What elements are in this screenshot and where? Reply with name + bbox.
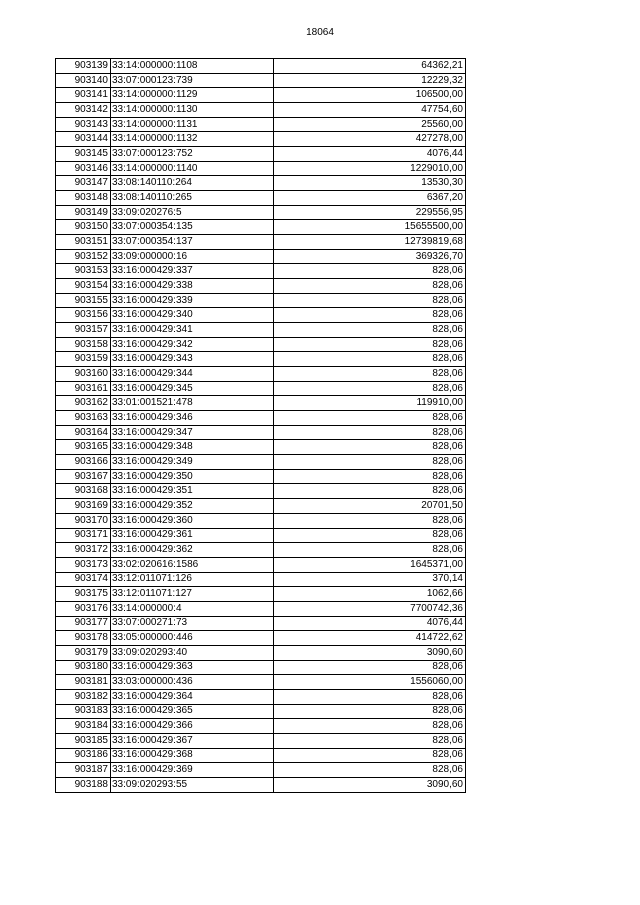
cadastral-number-cell: 33:16:000429:341 [111,323,274,338]
cadastral-number-cell: 33:08:140110:264 [111,176,274,191]
cadastral-number-cell: 33:16:000429:367 [111,733,274,748]
value-cell: 828,06 [274,337,466,352]
cadastral-number-cell: 33:16:000429:345 [111,381,274,396]
value-cell: 828,06 [274,308,466,323]
value-cell: 828,06 [274,543,466,558]
cadastral-number-cell: 33:03:000000:436 [111,675,274,690]
cadastral-number-cell: 33:16:000429:361 [111,528,274,543]
value-cell: 828,06 [274,689,466,704]
table-row [56,543,466,558]
table-row [56,763,466,778]
cadastral-number-cell: 33:16:000429:349 [111,455,274,470]
value-cell: 25560,00 [274,117,466,132]
value-cell: 828,06 [274,748,466,763]
cadastral-number-cell: 33:16:000429:366 [111,719,274,734]
table-row [56,719,466,734]
row-number-cell: 903182 [56,689,111,704]
value-cell: 15655500,00 [274,220,466,235]
row-number-cell: 903148 [56,191,111,206]
row-number-cell: 903146 [56,161,111,176]
table-row [56,132,466,147]
page-number: 18064 [306,27,334,38]
table-row [56,103,466,118]
row-number-cell: 903180 [56,660,111,675]
value-cell: 4076,44 [274,147,466,162]
cadastral-number-cell: 33:09:020293:55 [111,777,274,792]
value-cell: 828,06 [274,440,466,455]
row-number-cell: 903170 [56,513,111,528]
table-row [56,249,466,264]
value-cell: 13530,30 [274,176,466,191]
value-cell: 3090,60 [274,645,466,660]
cadastral-number-cell: 33:16:000429:340 [111,308,274,323]
cadastral-number-cell: 33:16:000429:352 [111,499,274,514]
cadastral-number-cell: 33:16:000429:339 [111,293,274,308]
cadastral-number-cell: 33:07:000354:135 [111,220,274,235]
row-number-cell: 903176 [56,601,111,616]
table-row [56,689,466,704]
table-row [56,513,466,528]
value-cell: 828,06 [274,323,466,338]
value-cell: 7700742,36 [274,601,466,616]
row-number-cell: 903147 [56,176,111,191]
row-number-cell: 903143 [56,117,111,132]
value-cell: 828,06 [274,704,466,719]
value-cell: 427278,00 [274,132,466,147]
value-cell: 828,06 [274,352,466,367]
value-cell: 828,06 [274,719,466,734]
table-row [56,117,466,132]
table-row [56,645,466,660]
value-cell: 828,06 [274,469,466,484]
table-row [56,279,466,294]
cadastral-number-cell: 33:09:000000:16 [111,249,274,264]
row-number-cell: 903149 [56,205,111,220]
cadastral-number-cell: 33:12:011071:127 [111,587,274,602]
value-cell: 414722,62 [274,631,466,646]
value-cell: 828,06 [274,367,466,382]
table-row [56,601,466,616]
table-row [56,557,466,572]
table-row [56,484,466,499]
value-cell: 828,06 [274,264,466,279]
table-row [56,660,466,675]
cadastral-number-cell: 33:16:000429:346 [111,411,274,426]
value-cell: 119910,00 [274,396,466,411]
table-row [56,73,466,88]
value-cell: 369326,70 [274,249,466,264]
cadastral-number-cell: 33:12:011071:126 [111,572,274,587]
cadastral-number-cell: 33:14:000000:1129 [111,88,274,103]
row-number-cell: 903158 [56,337,111,352]
value-cell: 12229,32 [274,73,466,88]
value-cell: 6367,20 [274,191,466,206]
row-number-cell: 903157 [56,323,111,338]
row-number-cell: 903142 [56,103,111,118]
cadastral-number-cell: 33:16:000429:344 [111,367,274,382]
value-cell: 1229010,00 [274,161,466,176]
row-number-cell: 903159 [56,352,111,367]
value-cell: 1645371,00 [274,557,466,572]
cadastral-number-cell: 33:14:000000:1130 [111,103,274,118]
cadastral-number-cell: 33:16:000429:369 [111,763,274,778]
cadastral-number-cell: 33:16:000429:363 [111,660,274,675]
cadastral-number-cell: 33:05:000000:446 [111,631,274,646]
row-number-cell: 903165 [56,440,111,455]
table-row [56,777,466,792]
table-row [56,616,466,631]
value-cell: 106500,00 [274,88,466,103]
row-number-cell: 903175 [56,587,111,602]
table-row [56,381,466,396]
row-number-cell: 903162 [56,396,111,411]
row-number-cell: 903144 [56,132,111,147]
value-cell: 828,06 [274,293,466,308]
row-number-cell: 903156 [56,308,111,323]
value-cell: 64362,21 [274,59,466,74]
row-number-cell: 903151 [56,235,111,250]
table-row [56,88,466,103]
row-number-cell: 903155 [56,293,111,308]
table-row [56,191,466,206]
registry-table-body [56,59,466,793]
table-row [56,748,466,763]
value-cell: 1556060,00 [274,675,466,690]
table-row [56,59,466,74]
row-number-cell: 903166 [56,455,111,470]
row-number-cell: 903145 [56,147,111,162]
cadastral-number-cell: 33:16:000429:337 [111,264,274,279]
table-row [56,396,466,411]
value-cell: 828,06 [274,279,466,294]
table-row [56,411,466,426]
table-row [56,440,466,455]
table-row [56,499,466,514]
value-cell: 12739819,68 [274,235,466,250]
table-row [56,264,466,279]
row-number-cell: 903152 [56,249,111,264]
row-number-cell: 903141 [56,88,111,103]
row-number-cell: 903172 [56,543,111,558]
table-row [56,675,466,690]
value-cell: 20701,50 [274,499,466,514]
cadastral-number-cell: 33:16:000429:348 [111,440,274,455]
table-row [56,337,466,352]
cadastral-number-cell: 33:16:000429:362 [111,543,274,558]
value-cell: 828,06 [274,660,466,675]
cadastral-number-cell: 33:16:000429:365 [111,704,274,719]
row-number-cell: 903188 [56,777,111,792]
row-number-cell: 903174 [56,572,111,587]
row-number-cell: 903164 [56,425,111,440]
row-number-cell: 903150 [56,220,111,235]
cadastral-number-cell: 33:14:000000:1140 [111,161,274,176]
value-cell: 828,06 [274,733,466,748]
table-row [56,425,466,440]
value-cell: 828,06 [274,455,466,470]
cadastral-number-cell: 33:16:000429:342 [111,337,274,352]
value-cell: 828,06 [274,484,466,499]
row-number-cell: 903169 [56,499,111,514]
table-row [56,367,466,382]
cadastral-number-cell: 33:07:000354:137 [111,235,274,250]
cadastral-number-cell: 33:16:000429:347 [111,425,274,440]
row-number-cell: 903160 [56,367,111,382]
value-cell: 828,06 [274,411,466,426]
cadastral-number-cell: 33:07:000271:73 [111,616,274,631]
table-row [56,161,466,176]
cadastral-number-cell: 33:07:000123:752 [111,147,274,162]
row-number-cell: 903168 [56,484,111,499]
table-row [56,572,466,587]
cadastral-number-cell: 33:14:000000:4 [111,601,274,616]
value-cell: 4076,44 [274,616,466,631]
value-cell: 828,06 [274,381,466,396]
value-cell: 3090,60 [274,777,466,792]
cadastral-number-cell: 33:07:000123:739 [111,73,274,88]
row-number-cell: 903140 [56,73,111,88]
row-number-cell: 903181 [56,675,111,690]
table-row [56,235,466,250]
row-number-cell: 903179 [56,645,111,660]
cadastral-number-cell: 33:16:000429:360 [111,513,274,528]
registry-table [55,58,466,793]
row-number-cell: 903177 [56,616,111,631]
row-number-cell: 903163 [56,411,111,426]
row-number-cell: 903184 [56,719,111,734]
table-row [56,455,466,470]
table-row [56,469,466,484]
value-cell: 828,06 [274,425,466,440]
table-row [56,176,466,191]
row-number-cell: 903153 [56,264,111,279]
cadastral-number-cell: 33:14:000000:1131 [111,117,274,132]
cadastral-number-cell: 33:08:140110:265 [111,191,274,206]
value-cell: 47754,60 [274,103,466,118]
value-cell: 229556,95 [274,205,466,220]
table-row [56,308,466,323]
row-number-cell: 903139 [56,59,111,74]
table-row [56,704,466,719]
row-number-cell: 903178 [56,631,111,646]
row-number-cell: 903173 [56,557,111,572]
row-number-cell: 903171 [56,528,111,543]
row-number-cell: 903161 [56,381,111,396]
table-row [56,205,466,220]
table-row [56,293,466,308]
cadastral-number-cell: 33:09:020276:5 [111,205,274,220]
cadastral-number-cell: 33:16:000429:338 [111,279,274,294]
table-row [56,147,466,162]
value-cell: 370,14 [274,572,466,587]
cadastral-number-cell: 33:02:020616:1586 [111,557,274,572]
cadastral-number-cell: 33:14:000000:1132 [111,132,274,147]
row-number-cell: 903183 [56,704,111,719]
value-cell: 828,06 [274,513,466,528]
row-number-cell: 903154 [56,279,111,294]
table-row [56,587,466,602]
cadastral-number-cell: 33:14:000000:1108 [111,59,274,74]
cadastral-number-cell: 33:16:000429:368 [111,748,274,763]
table-row [56,733,466,748]
cadastral-number-cell: 33:16:000429:351 [111,484,274,499]
value-cell: 1062,66 [274,587,466,602]
value-cell: 828,06 [274,763,466,778]
row-number-cell: 903167 [56,469,111,484]
cadastral-number-cell: 33:09:020293:40 [111,645,274,660]
table-row [56,631,466,646]
table-row [56,528,466,543]
row-number-cell: 903186 [56,748,111,763]
row-number-cell: 903185 [56,733,111,748]
value-cell: 828,06 [274,528,466,543]
row-number-cell: 903187 [56,763,111,778]
cadastral-number-cell: 33:16:000429:364 [111,689,274,704]
table-row [56,323,466,338]
cadastral-number-cell: 33:16:000429:350 [111,469,274,484]
table-row [56,220,466,235]
cadastral-number-cell: 33:16:000429:343 [111,352,274,367]
table-row [56,352,466,367]
cadastral-number-cell: 33:01:001521:478 [111,396,274,411]
